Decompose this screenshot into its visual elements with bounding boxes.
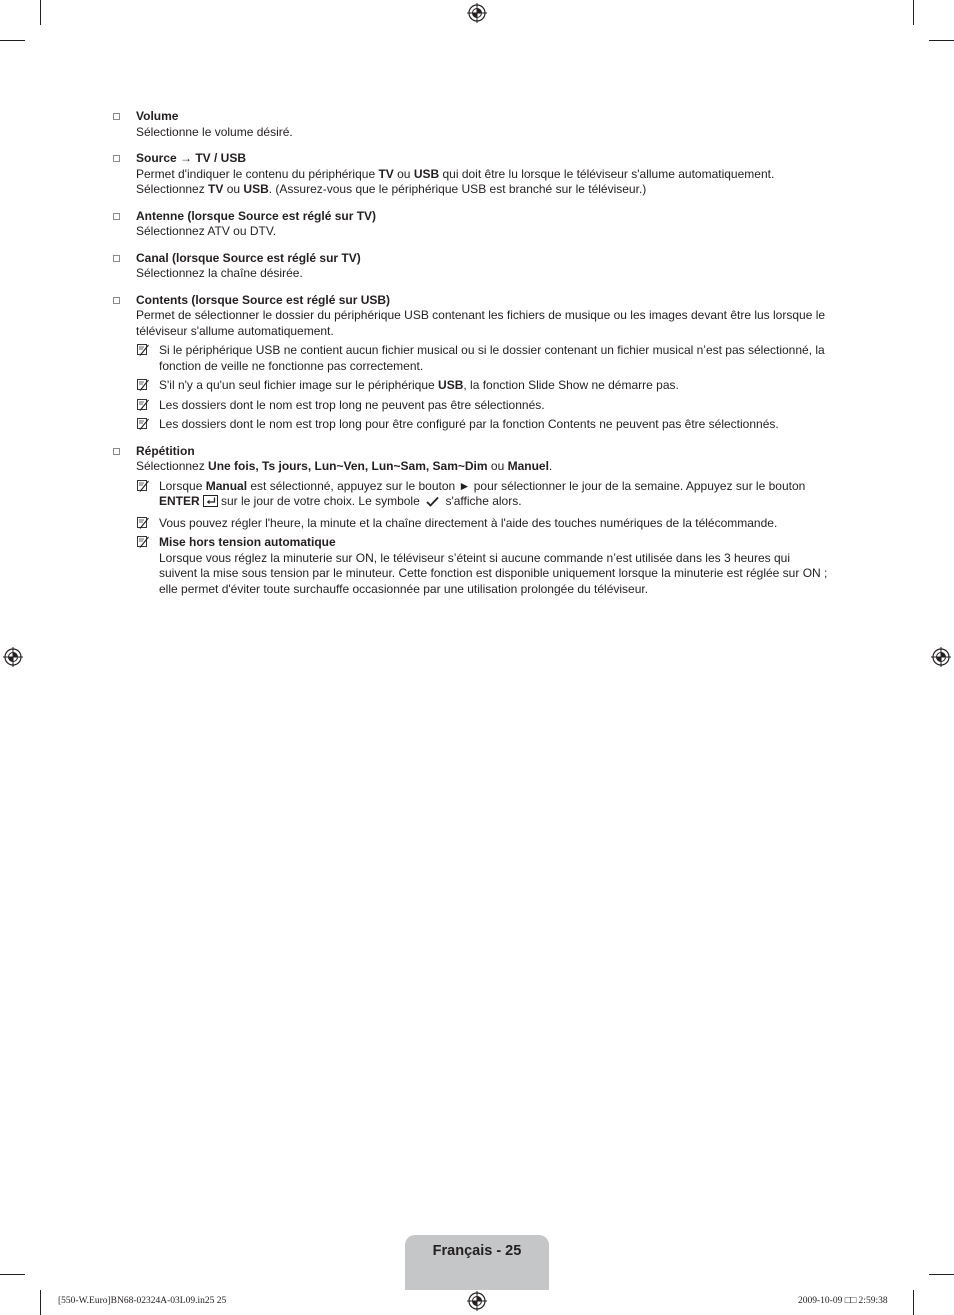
bullet-square-icon [113,155,120,162]
section-text: Permet d'indiquer le contenu du périphérique TV ou USB qui doit être lu lorsque le téléviseur s'allume automatiquement. [136,166,775,181]
bullet-square-icon [113,255,120,262]
section-repetition [113,444,843,598]
section-text: Sélectionnez ATV ou DTV. [136,224,277,238]
crop-mark [929,1274,954,1275]
note: Les dossiers dont le nom est trop long pour être configuré par la fonction Contents ne peuvent pas être sélectionnés. [136,417,843,433]
registration-mark-icon [3,647,23,667]
registration-mark-icon [467,1291,487,1311]
crop-mark [913,1290,914,1315]
crop-mark [40,1290,41,1315]
note: Mise hors tension automatique Lorsque vous réglez la minuterie sur ON, le téléviseur s’éteint si aucune commande n’est utilisée dans les 3 heures qui suivent la mise sous tension par le minuteur. Cette fonction est disponible uniquement lorsque la minuterie est réglée sur ON ; elle permet d'éviter toute surchauffe occasionnée par une utilisation prolongée du téléviseur. [136,535,843,597]
bullet-square-icon [113,113,120,120]
crop-mark [913,0,914,25]
section-text: Sélectionnez Une fois, Ts jours, Lun~Ven, Lun~Sam, Sam~Dim ou Manuel. [136,459,553,473]
section-source [113,151,843,198]
section-text: Permet de sélectionner le dossier du périphérique USB contenant les fichiers de musique ou les images devant être lus lorsque le [136,308,826,322]
note-icon [136,398,150,412]
bullet-square-icon [113,213,120,220]
page-number: Français - 25 [432,1243,522,1259]
section-title: Contents (lorsque Source est réglé sur USB) [136,292,391,307]
note: S'il n'y a qu'un seul fichier image sur le périphérique USB, la fonction Slide Show ne démarre pas. [136,378,843,394]
section-canal [113,251,843,282]
note-icon [136,479,150,493]
crop-mark [0,1274,25,1275]
bullet-square-icon [113,297,120,304]
section-title: Source → TV / USB [136,151,247,165]
page-number-tab [405,1235,549,1290]
check-icon [426,496,439,512]
enter-icon [203,495,218,512]
section-title: Canal (lorsque Source est réglé sur TV) [136,250,361,265]
section-title: Antenne (lorsque Source est réglé sur TV) [136,208,377,223]
section-text: Sélectionne le volume désiré. [136,124,293,139]
section-text: téléviseur s'allume automatiquement. [136,323,334,338]
note: Lorsque Manual est sélectionné, appuyez sur le bouton ► pour sélectionner le jour de la semaine. Appuyez sur le bouton ENTER sur le jour de votre choix. Le symbole s'affiche alors. [136,479,843,512]
section-title: Répétition [136,443,195,458]
registration-mark-icon [931,647,951,667]
right-arrow-icon: ► [458,478,471,493]
crop-mark [929,40,954,41]
crop-mark [40,0,41,25]
section-text: Sélectionnez la chaîne désirée. [136,266,303,280]
section-antenne [113,209,843,240]
note-icon [136,343,150,357]
note-icon [136,516,150,530]
note-icon [136,535,150,549]
bullet-square-icon [113,448,120,455]
registration-mark-icon [467,3,487,23]
footer-file-info: [550-W.Euro]BN68-02324A-03L09.in25 25 [58,1296,227,1306]
crop-mark [0,40,25,41]
note-icon [136,378,150,392]
footer-timestamp: 2009-10-09 □□ 2:59:38 [798,1296,888,1306]
section-volume [113,109,843,140]
section-text: Sélectionnez TV ou USB. (Assurez-vous que le périphérique USB est branché sur le téléviseur.) [136,182,647,196]
section-contents [113,293,843,433]
note: Vous pouvez régler l'heure, la minute et la chaîne directement à l'aide des touches numériques de la télécommande. [136,516,843,532]
note-icon [136,417,150,431]
section-title: Volume [136,109,179,123]
note: Les dossiers dont le nom est trop long ne peuvent pas être sélectionnés. [136,398,843,414]
note: Si le périphérique USB ne contient aucun fichier musical ou si le dossier contenant un fichier musical n’est pas sélectionné, la fonction de veille ne fonctionne pas correctement. [136,343,843,374]
note-title: Mise hors tension automatique [159,535,336,549]
manual-content [113,109,843,597]
